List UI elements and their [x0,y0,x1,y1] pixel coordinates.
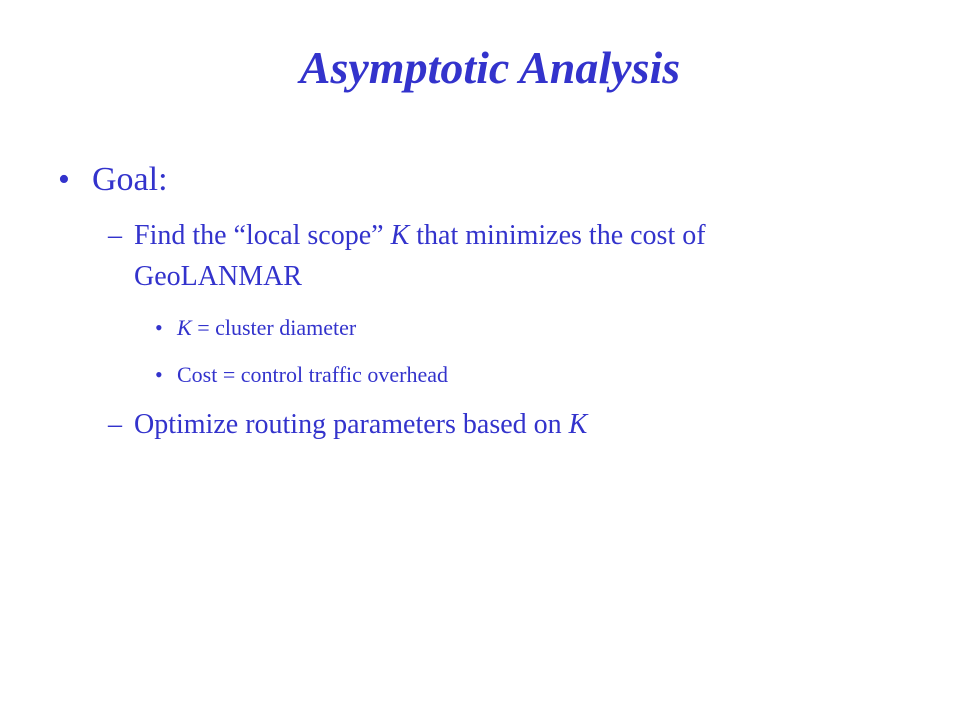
subbullet-find-line2 [134,257,302,297]
optimize-text: Optimize routing parameters based on [134,409,569,440]
optimize-k-variable: K [568,409,588,440]
k-def-variable: K [177,315,192,340]
bullet-goal-text: Goal: [92,161,168,198]
find-text-line2: GeoLANMAR [134,261,302,292]
subsubbullet-cost-def [155,360,448,390]
bullet-marker: • [155,315,163,340]
cost-def-text: Cost = control traffic overhead [177,362,449,387]
k-def-text: = cluster diameter [191,315,357,340]
subsubbullet-k-def [155,313,356,343]
subbullet-find-line1 [108,216,706,256]
bullet-goal [58,158,168,202]
subbullet-optimize [108,405,587,445]
find-k-variable: K [390,220,410,251]
find-text-after: that minimizes the cost of [409,220,706,251]
bullet-marker: • [58,161,70,198]
bullet-marker: • [155,362,163,387]
find-text-before: Find the “local scope” [134,220,391,251]
dash-marker: – [108,409,122,440]
slide-title: Asymptotic Analysis [299,42,681,93]
dash-marker: – [108,220,122,251]
